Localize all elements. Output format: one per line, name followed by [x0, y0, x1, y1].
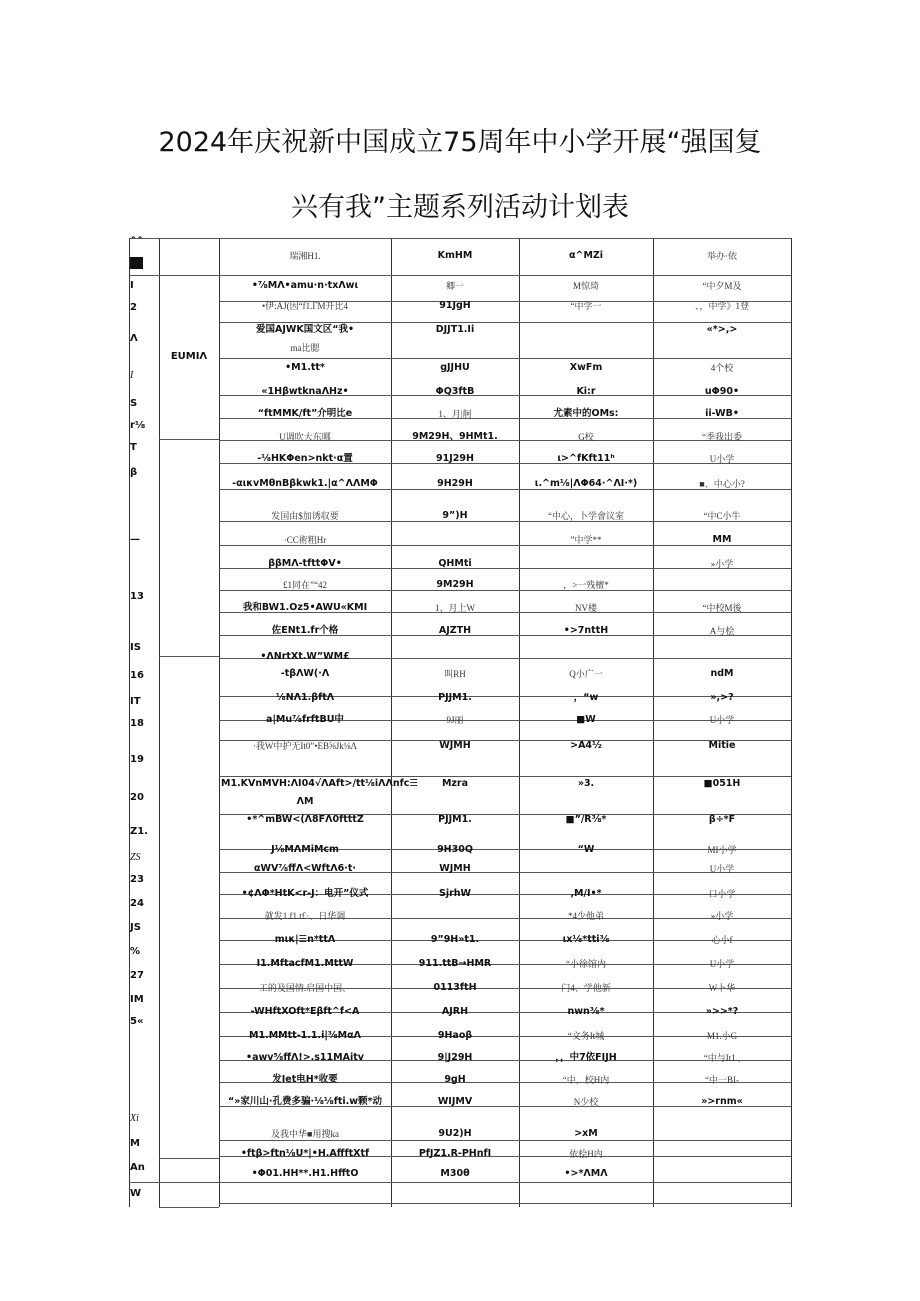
- table-header-cell: α^MZi: [568, 250, 604, 261]
- row-number: T: [130, 442, 137, 453]
- table-cell: “中C小牛: [703, 511, 741, 521]
- table-cell: 门4、学他新: [561, 983, 611, 993]
- row-number: IS: [130, 642, 141, 653]
- table-cell: U小学: [709, 715, 735, 725]
- table-cell: »小学: [710, 559, 734, 569]
- corner-mark: ^^: [130, 235, 144, 244]
- table-cell: ，，中7依FIJH: [555, 1052, 617, 1063]
- group-border: [159, 439, 219, 440]
- table-cell: •>*ΛMΛ: [564, 1168, 608, 1179]
- row-number: 13: [130, 591, 144, 602]
- table-cell: 9”)H: [442, 510, 468, 521]
- table-row-border: [129, 238, 791, 239]
- table-cell: U小学: [709, 454, 735, 464]
- row-number: IT: [130, 696, 141, 707]
- row-number: 19: [130, 754, 144, 765]
- row-number: β: [130, 467, 138, 478]
- table-cell: SjrhW: [438, 888, 472, 899]
- table-cell: U小学: [709, 959, 735, 969]
- table-cell: 9gH: [444, 1074, 466, 1085]
- row-number: 18: [130, 718, 144, 729]
- table-cell: 9J丽: [446, 715, 464, 725]
- document-title-line-2: 兴有我”主题系列活动计划表: [291, 192, 629, 223]
- table-cell: A与桧: [709, 626, 735, 636]
- table-column-border: [391, 238, 392, 1207]
- row-number: Z1.: [130, 826, 149, 837]
- table-cell: 9|J29H: [437, 1052, 473, 1063]
- table-row-border: [219, 322, 791, 323]
- table-cell: “W: [577, 844, 595, 855]
- table-cell: 我和BW1.Oz5•AWU«KMI: [242, 602, 368, 613]
- table-cell: WJMH: [439, 740, 471, 751]
- table-cell: NV楼: [575, 603, 597, 613]
- table-cell: MI小学: [707, 845, 737, 855]
- corner-marker-block: [130, 257, 143, 269]
- table-cell: ββMΛ-tfttΦV•: [268, 558, 342, 569]
- table-cell: 及我中华■用搜ka: [271, 1129, 339, 1139]
- table-header-cell: 举办·依: [707, 251, 737, 261]
- table-cell: 发Iet电H*收要: [272, 1074, 338, 1085]
- group-border: [159, 1207, 219, 1208]
- table-cell: “中与It1.,: [703, 1053, 741, 1063]
- row-number: 20: [130, 792, 144, 803]
- table-cell: 91J29H: [436, 453, 474, 464]
- table-cell: 9M29H、9HMt1.: [412, 431, 498, 442]
- table-cell: 佐ENt1.fr个格: [271, 625, 339, 636]
- table-cell: J⅛MΛMiMcm: [271, 844, 339, 855]
- table-cell: 9H30Q: [437, 844, 473, 855]
- table-cell: ma比腮: [290, 343, 320, 353]
- table-cell: M1.小G: [706, 1031, 738, 1041]
- table-cell: ■051H: [703, 778, 741, 789]
- table-cell: ■”/R⅜*: [565, 814, 607, 825]
- table-cell: 发国由$加诱収要: [271, 511, 339, 521]
- table-cell: 91JgH: [439, 300, 471, 311]
- table-cell: ·我W中护无It0”•EB⅝Jk⅛Λ: [252, 741, 358, 751]
- table-cell: “ftMMK/ft”介明比e: [257, 408, 353, 419]
- table-cell: Mitie: [708, 740, 736, 751]
- table-cell: “中校M後: [702, 603, 742, 613]
- table-cell: 1、月上W: [435, 603, 475, 613]
- table-cell: »小学: [710, 911, 734, 921]
- row-number: 24: [130, 898, 144, 909]
- table-cell: >xM: [574, 1128, 598, 1139]
- table-cell: ιx⅛*tti⅜: [562, 934, 610, 945]
- row-number: I: [130, 280, 134, 291]
- table-cell: “季我出委: [702, 432, 742, 442]
- table-cell: •伊:AJ(因“f1.ΓM开比4: [261, 301, 349, 311]
- table-cell: nwn⅜*: [567, 1006, 605, 1017]
- table-cell: XwFm: [569, 362, 603, 373]
- table-cell: -αικvMθnBβkwk1.|α^ΛΛMΦ: [232, 478, 378, 489]
- table-cell: •M1.tt*: [285, 362, 325, 373]
- table-cell: £1同在”“42: [283, 580, 327, 590]
- table-cell: •>7nttH: [563, 625, 609, 636]
- table-cell: αWV⅞ffΛ<WftΛ6·t·: [253, 863, 357, 874]
- row-number: W: [130, 1188, 142, 1199]
- table-cell: 9Haoβ: [437, 1030, 473, 1041]
- table-cell: *4少他弟: [567, 911, 604, 921]
- table-row-border: [219, 1140, 791, 1141]
- table-cell: •awv⅝ffΛ!>.s11MAitv: [246, 1052, 364, 1063]
- table-column-border: [159, 238, 160, 1207]
- table-cell: “文务It城: [567, 1031, 605, 1041]
- table-cell: •¢ΛΦ*HtK<r-J：电开”仪式: [241, 888, 369, 899]
- table-cell: 9U2)H: [438, 1128, 472, 1139]
- table-cell: »>>*?: [705, 1006, 739, 1017]
- table-cell: a|Mu⅞frftBU中: [266, 714, 344, 725]
- table-cell: AJRH: [441, 1006, 469, 1017]
- row-number: I: [130, 370, 134, 381]
- table-cell: 爱国AJWK国文区“我•: [255, 324, 355, 335]
- row-number: 5«: [130, 1016, 144, 1027]
- row-number: —: [130, 534, 140, 545]
- row-number: %: [130, 946, 141, 957]
- table-cell: 、，中学》1登: [694, 301, 749, 311]
- table-cell: »>rnm«: [701, 1096, 743, 1107]
- table-cell: ”中学**: [570, 535, 602, 545]
- table-row-border: [219, 776, 791, 777]
- table-cell: «*>,>: [706, 324, 738, 335]
- row-number: r⅛: [130, 420, 146, 431]
- table-cell: Ki:r: [576, 386, 596, 397]
- table-cell: “中心，卜学會议室: [548, 511, 624, 521]
- table-cell: M1.KVnMVH:ΛI04√ΛAft>/tt⅛iΛΛnfc☰: [221, 778, 418, 789]
- table-cell: 9H29H: [437, 478, 473, 489]
- table-cell: 911.ttB→HMR: [418, 958, 492, 969]
- row-number: IM: [130, 994, 144, 1005]
- table-cell: ，“w: [573, 692, 599, 703]
- table-cell: 卿一: [445, 281, 464, 291]
- table-row-border: [129, 1182, 791, 1183]
- table-cell: 尤素中的OMs:: [553, 408, 619, 419]
- table-cell: ΛM: [296, 796, 314, 807]
- row-number: An: [130, 1162, 145, 1173]
- table-cell: 心小f: [711, 935, 733, 945]
- table-cell: ■、中心小?: [699, 479, 745, 489]
- document-title-line-1: 2024年庆祝新中国成立75周年中小学开展“强国复: [158, 127, 762, 158]
- row-number: 27: [130, 970, 144, 981]
- row-number: 16: [130, 670, 144, 681]
- table-cell: 0113ftH: [433, 982, 477, 993]
- table-cell: •⅞MΛ•amu·n·txΛwι: [251, 280, 359, 291]
- table-cell: -⅛HKΦen>nkt·α置: [257, 453, 353, 464]
- table-cell: PfJZ1.R-PHnfI: [418, 1148, 492, 1159]
- group-border: [159, 656, 219, 657]
- table-cell: QHMti: [438, 558, 472, 569]
- table-column-border: [791, 238, 792, 1207]
- table-cell: ndM: [710, 668, 734, 679]
- table-cell: ■W: [576, 714, 596, 725]
- table-cell: M30θ: [440, 1168, 470, 1179]
- table-cell: ii-WB•: [705, 408, 739, 419]
- row-number: M: [130, 1138, 140, 1149]
- table-cell: W卜华: [708, 983, 736, 993]
- table-column-border: [653, 238, 654, 1207]
- table-cell: “中，校H内: [562, 1075, 610, 1085]
- table-cell: ΦQ3ftB: [435, 386, 475, 397]
- table-cell: 4个校: [710, 363, 734, 373]
- table-cell: ·CC術粗Hr: [283, 535, 327, 545]
- table-cell: »3.: [577, 778, 595, 789]
- table-column-border: [219, 238, 220, 1207]
- table-cell: “中夕M及: [702, 281, 742, 291]
- table-cell: 口小学: [708, 889, 736, 899]
- table-cell: «1HβwtknaΛHz•: [261, 386, 349, 397]
- row-number: 23: [130, 874, 144, 885]
- table-cell: ，>一残檀*: [563, 580, 609, 590]
- table-cell: ,M/I•*: [570, 888, 602, 899]
- row-number: JS: [130, 922, 141, 933]
- table-cell: Q小广一: [569, 669, 603, 679]
- table-cell: 9”9H»t1.: [430, 934, 480, 945]
- table-cell: •ftβ>ftn⅛U*|•H.AffftXtf: [240, 1148, 370, 1159]
- table-cell: >A4½: [570, 740, 602, 751]
- table-cell: 1、月|舸: [438, 409, 472, 419]
- table-cell: gJJHU: [440, 362, 470, 373]
- table-cell: I1.MftacfM1.MttW: [256, 958, 354, 969]
- table-cell: G校: [578, 432, 594, 442]
- table-cell: “小徐馆内: [566, 959, 606, 969]
- table-cell: ⅛NΛ1.βftΛ: [275, 692, 335, 703]
- group-border: [159, 1158, 219, 1159]
- table-cell: 叫RH: [444, 669, 466, 679]
- table-header-cell: KmHM: [437, 250, 473, 261]
- table-cell: PJJM1.: [438, 814, 472, 825]
- table-cell: uΦ90•: [704, 386, 740, 397]
- table-cell: “中学一: [570, 301, 602, 311]
- table-row-border: [129, 275, 791, 276]
- table-cell: “中一BI-: [705, 1075, 739, 1085]
- row-number: Xi: [130, 1113, 139, 1124]
- row-number: S: [130, 398, 138, 409]
- activity-plan-table: [129, 235, 791, 1207]
- table-cell: β÷*F: [708, 814, 736, 825]
- table-cell: “»家川山·孔费多骗·⅛⅛fti.w颗*动: [227, 1096, 383, 1107]
- table-cell: M惊琦: [572, 281, 599, 291]
- table-cell: U调吹大东哪: [279, 432, 331, 442]
- table-cell: 就发1.f1.t£·、日华调: [264, 911, 346, 921]
- table-header-cell: 瑞湘H1.: [289, 251, 321, 261]
- table-cell: •Φ01.HH**.H1.HfftO: [251, 1168, 359, 1179]
- table-cell: U小学: [709, 864, 735, 874]
- table-cell: WJMH: [439, 863, 471, 874]
- table-cell: -tβΛW(·Λ: [280, 668, 330, 679]
- row-number: Λ: [130, 333, 138, 344]
- group-border: [159, 275, 219, 276]
- row-number: 2: [130, 302, 137, 313]
- table-cell: »,>?: [710, 692, 734, 703]
- table-cell: •ΛNrtXt.W”WM£: [260, 651, 350, 662]
- table-cell: DJJT1.Ii: [435, 324, 475, 335]
- table-cell: 工的及国情.启国中国、: [258, 983, 352, 993]
- table-cell: 9M29H: [436, 579, 474, 590]
- table-cell: N少校: [573, 1097, 599, 1107]
- table-cell: AJZTH: [438, 625, 472, 636]
- table-cell: MM: [712, 534, 732, 545]
- row-number: ZS: [130, 852, 141, 863]
- table-row-border: [219, 1203, 791, 1204]
- table-column-border: [519, 238, 520, 1207]
- table-cell: M1.MMtt-1.1.i|⅜MαΛ: [249, 1030, 361, 1041]
- table-cell: ι.^m⅛|ΛΦ64·^ΛI·*): [534, 478, 638, 489]
- table-cell: PJJM1.: [438, 692, 472, 703]
- table-cell: mικ|☰n*ttΛ: [274, 934, 336, 945]
- table-cell: ι>^fKft11ʰ: [557, 453, 615, 464]
- table-cell: 依桧H内: [569, 1149, 603, 1159]
- table-cell: Mzra: [441, 778, 469, 789]
- table-cell: -WHftXOft*Eβft^f<A: [250, 1006, 360, 1017]
- table-row-border: [219, 358, 791, 359]
- group-label: EUMIΛ: [170, 351, 208, 362]
- table-cell: •*^mBW<(Λ8FΛ0ftttZ: [246, 814, 364, 825]
- table-cell: WIJMV: [437, 1096, 473, 1107]
